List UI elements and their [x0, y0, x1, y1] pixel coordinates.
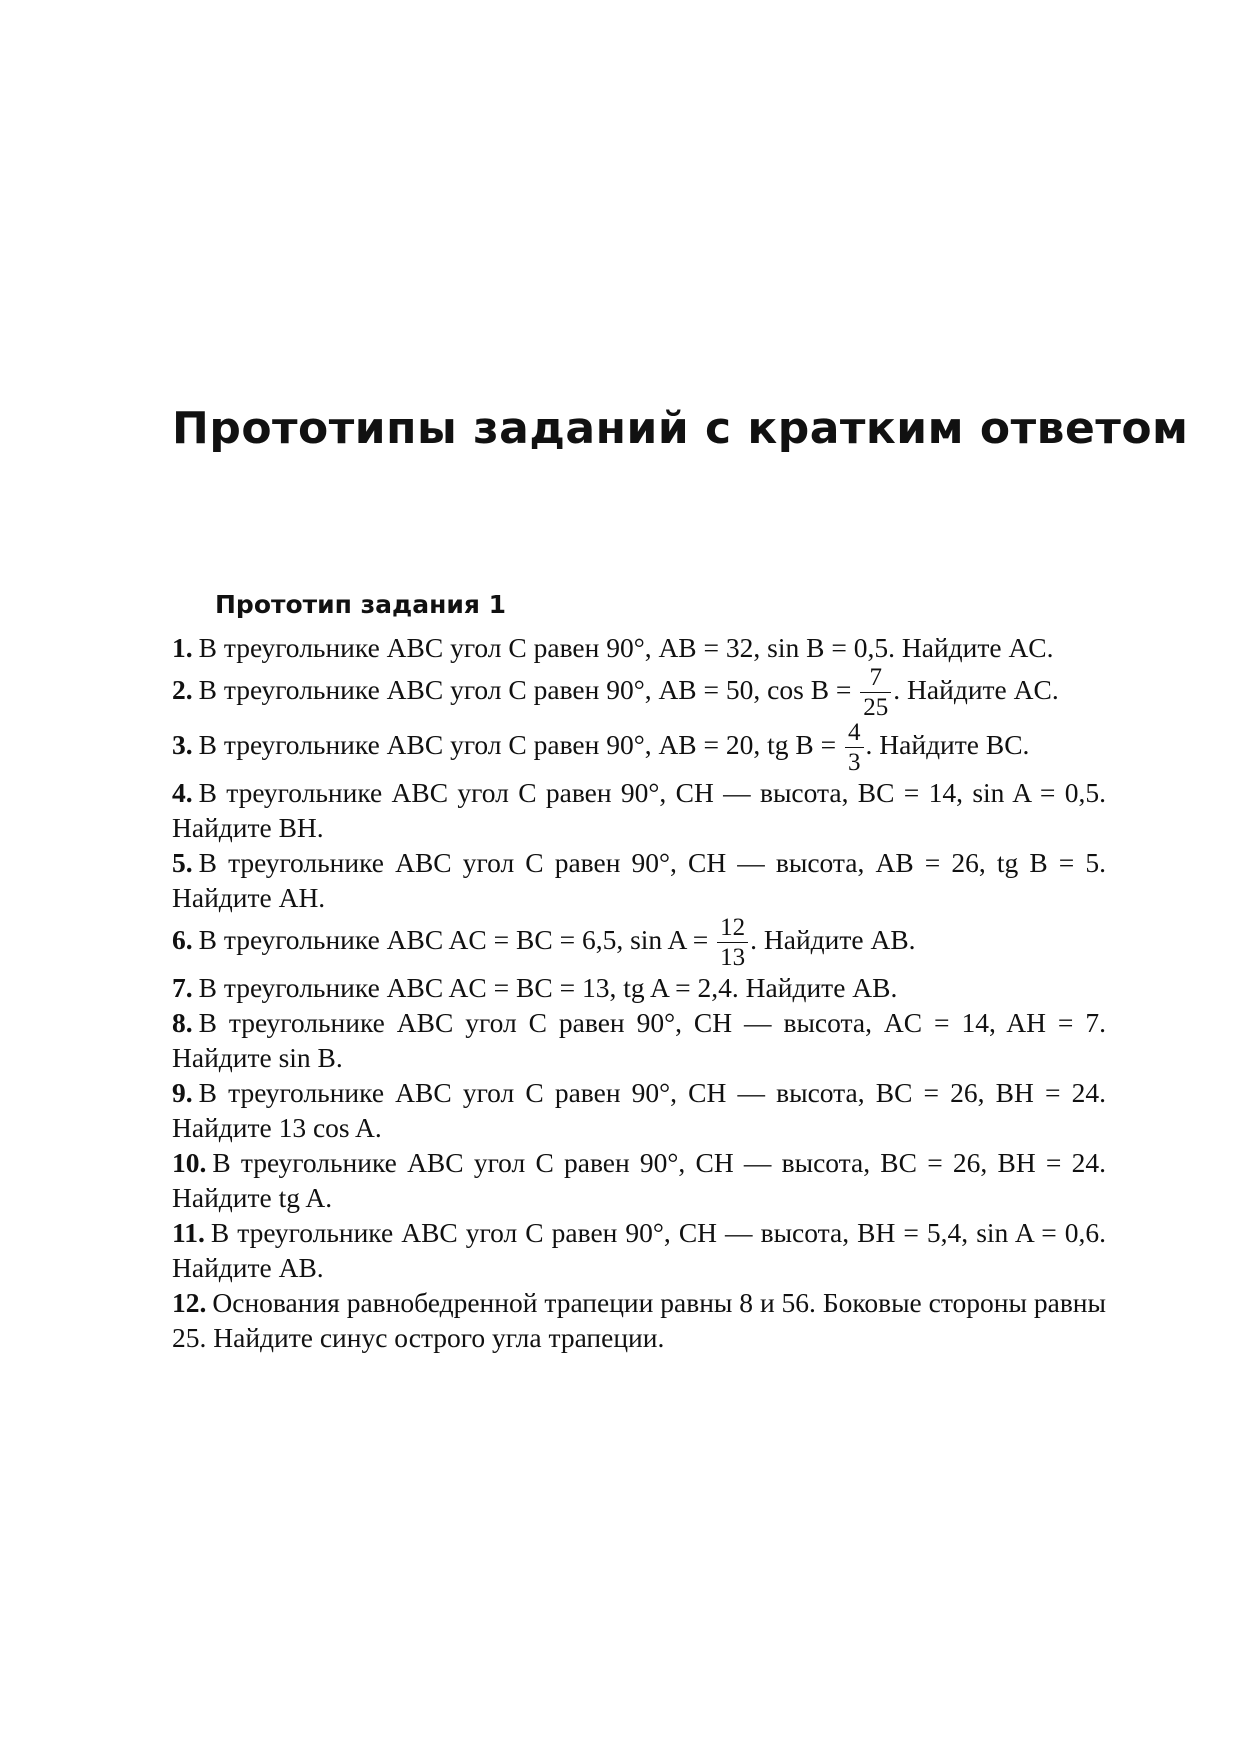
problem-item [172, 1215, 1106, 1285]
fraction-denominator: 25 [863, 694, 889, 721]
problem-text: В треугольнике ABC угол C равен 90°, CH — высота, BC = 26, BH = 24. Найдите tg A. [172, 1147, 1106, 1213]
problem-text: В треугольнике ABC AC = BC = 6,5, sin A = [198, 923, 709, 955]
problem-item [172, 630, 1106, 665]
problem-text-tail: . Найдите AC. [893, 673, 1059, 705]
problem-text-tail: . Найдите AB. [750, 923, 916, 955]
problem-item [172, 845, 1106, 915]
fraction-numerator: 7 [860, 665, 891, 693]
fraction [845, 720, 864, 775]
fraction [717, 915, 748, 970]
problem-number: 12. [172, 1287, 207, 1318]
problem-number: 3. [172, 728, 193, 760]
problem-number: 11. [172, 1217, 205, 1248]
problem-text: В треугольнике ABC AC = BC = 13, tg A = 2,4. Найдите AB. [198, 972, 898, 1003]
fraction-numerator: 4 [845, 720, 864, 748]
problem-item [172, 1285, 1106, 1355]
problem-number: 9. [172, 1077, 193, 1108]
problem-item [172, 970, 1106, 1005]
problem-item [172, 665, 1106, 720]
problem-number: 5. [172, 847, 193, 878]
problem-number: 6. [172, 923, 193, 955]
problem-text: В треугольнике ABC угол C равен 90°, CH — высота, BH = 5,4, sin A = 0,6. Найдите AB. [172, 1217, 1106, 1283]
problem-number: 4. [172, 777, 193, 808]
page-title: Прототипы заданий с кратким ответом [172, 403, 1189, 454]
fraction-numerator: 12 [717, 915, 748, 943]
problem-text: В треугольнике ABC угол C равен 90°, CH — высота, BC = 14, sin A = 0,5. Найдите BH. [172, 777, 1106, 843]
fraction-denominator: 13 [720, 944, 746, 971]
problem-item [172, 1145, 1106, 1215]
problem-text: В треугольнике ABC угол C равен 90°, AB = 50, cos B = [198, 673, 852, 705]
fraction [860, 665, 891, 720]
problem-item [172, 1075, 1106, 1145]
problem-number: 8. [172, 1007, 193, 1038]
problem-text: В треугольнике ABC угол C равен 90°, CH — высота, BC = 26, BH = 24. Найдите 13 cos A. [172, 1077, 1106, 1143]
problem-text: В треугольнике ABC угол C равен 90°, AB = 20, tg B = [198, 728, 837, 760]
problem-item [172, 775, 1106, 845]
problem-item [172, 720, 1106, 775]
problem-number: 7. [172, 972, 193, 1003]
problem-number: 2. [172, 673, 193, 705]
problem-text: В треугольнике ABC угол C равен 90°, CH — высота, AB = 26, tg B = 5. Найдите AH. [172, 847, 1106, 913]
problem-text-tail: . Найдите BC. [865, 728, 1030, 760]
problem-text: Основания равнобедренной трапеции равны 8 и 56. Боковые стороны равны 25. Найдите синус острого угла трапеции. [172, 1287, 1106, 1353]
problem-number: 1. [172, 632, 193, 663]
section-heading: Прототип задания 1 [215, 590, 507, 619]
problem-number: 10. [172, 1147, 207, 1178]
problem-text: В треугольнике ABC угол C равен 90°, CH — высота, AC = 14, AH = 7. Найдите sin B. [172, 1007, 1106, 1073]
problem-item [172, 915, 1106, 970]
problem-text: В треугольнике ABC угол C равен 90°, AB = 32, sin B = 0,5. Найдите AC. [198, 632, 1054, 663]
problem-item [172, 1005, 1106, 1075]
problem-list [172, 630, 1106, 1355]
fraction-denominator: 3 [848, 749, 861, 776]
